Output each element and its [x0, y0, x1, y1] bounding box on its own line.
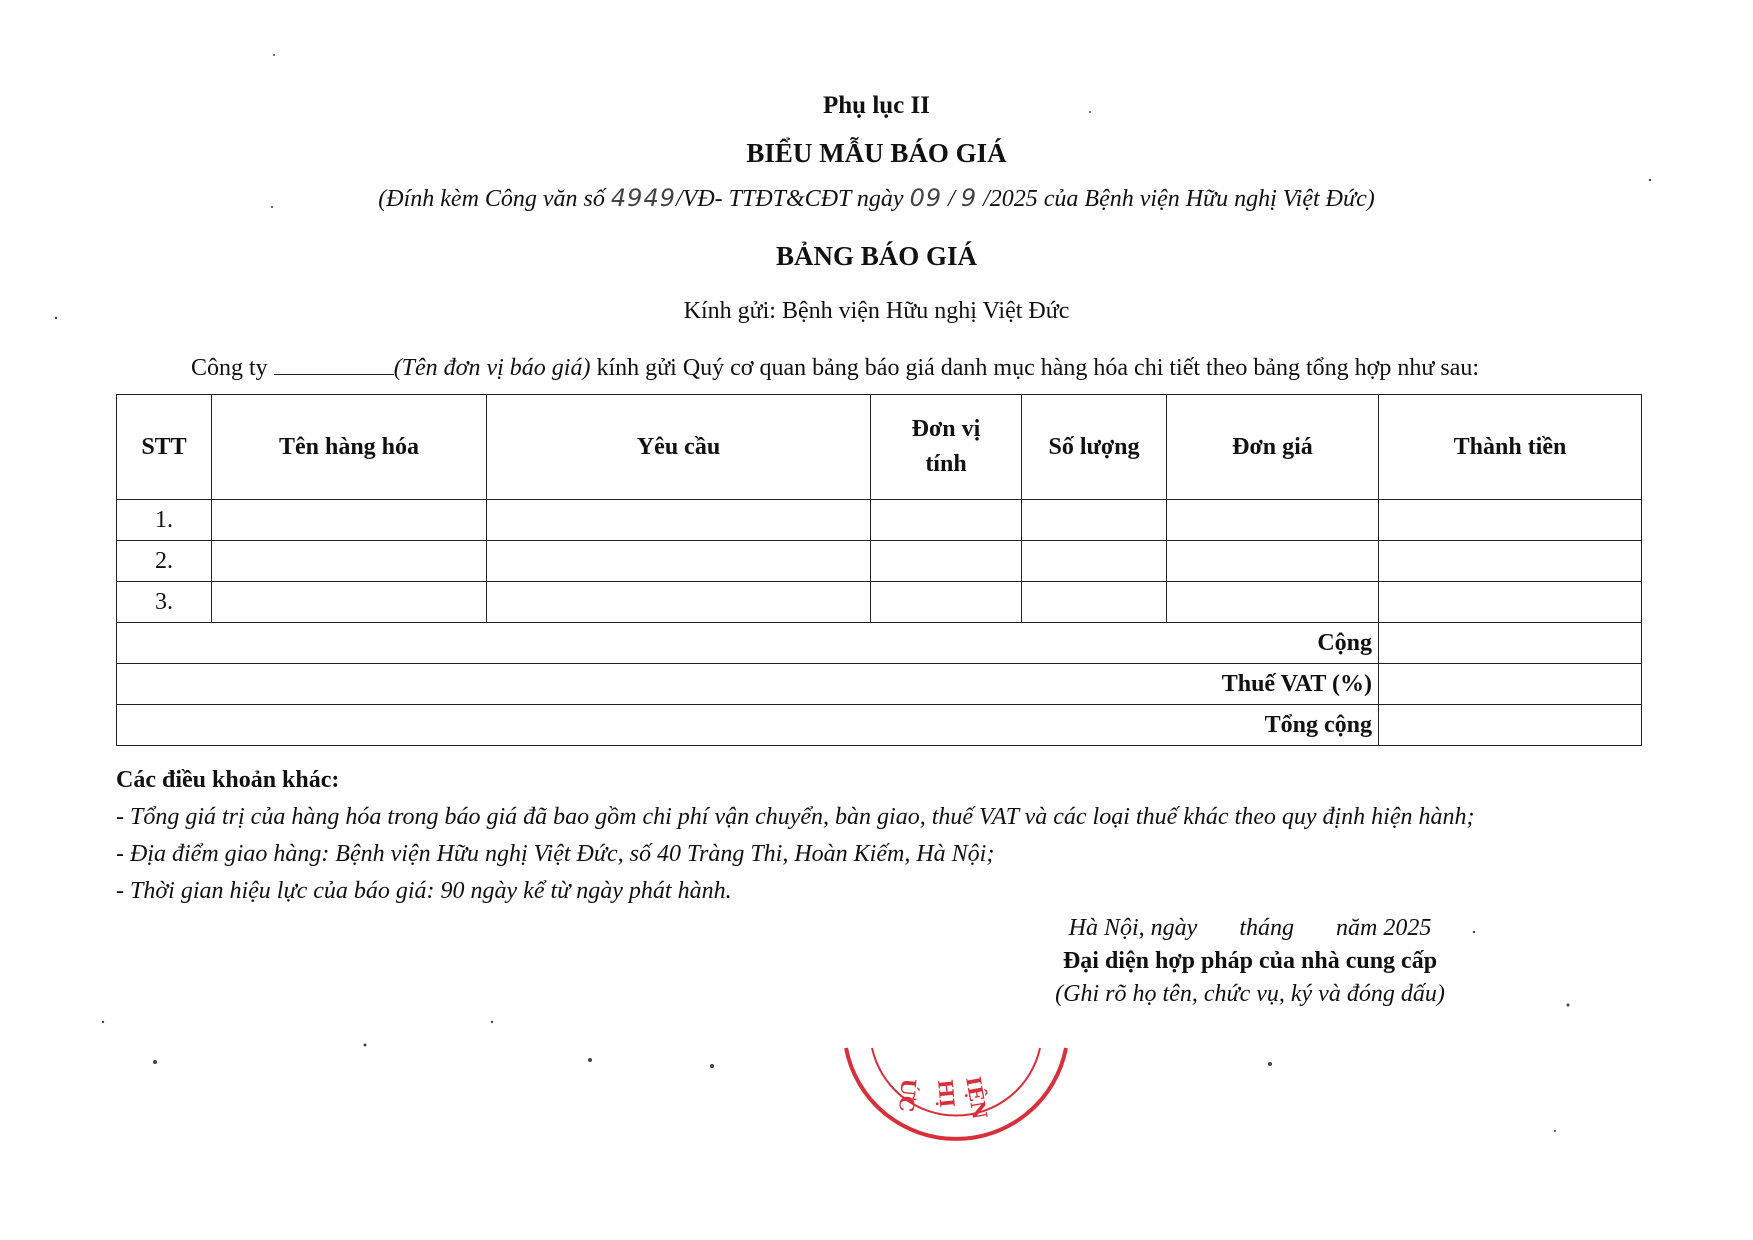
signature-note: (Ghi rõ họ tên, chức vụ, ký và đóng dấu) — [1055, 981, 1445, 1007]
red-stamp-icon — [838, 1040, 1078, 1160]
row-number: 3. — [117, 582, 212, 623]
cell-quantity[interactable] — [1022, 582, 1167, 623]
table-title: BẢNG BÁO GIÁ — [775, 241, 978, 271]
cell-requirement[interactable] — [487, 500, 871, 541]
vat-value[interactable] — [1379, 664, 1642, 705]
cell-unit[interactable] — [871, 541, 1022, 582]
row-number: 2. — [117, 541, 212, 582]
grand-total-value[interactable] — [1379, 705, 1642, 746]
vat-label: Thuế VAT (%) — [117, 664, 1379, 705]
cell-name[interactable] — [212, 541, 487, 582]
cell-unit[interactable] — [871, 500, 1022, 541]
ref-number: 4949 — [610, 184, 676, 212]
cell-unit-price[interactable] — [1167, 582, 1379, 623]
signature-representative: Đại diện hợp pháp của nhà cung cấp — [1062, 948, 1438, 974]
cell-unit[interactable] — [871, 582, 1022, 623]
table-header-row — [117, 395, 1642, 500]
header-unit-line1: Đơn vị — [911, 416, 981, 443]
other-terms — [116, 762, 1474, 910]
ref-day: 09 — [909, 184, 943, 212]
header-unit-line2: tính — [925, 451, 967, 477]
cell-unit-price[interactable] — [1167, 541, 1379, 582]
cell-quantity[interactable] — [1022, 500, 1167, 541]
header-unit — [871, 395, 1022, 500]
reference-line: (Đính kèm Công văn số 4949/VĐ- TTĐT&CĐT ngày 09 / 9 /2025 của Bệnh viện Hữu nghị Việt Đức) — [378, 184, 1375, 212]
ref-part3: /2025 của Bệnh viện Hữu nghị Việt Đức) — [983, 186, 1375, 212]
greeting: Kính gửi: Bệnh viện Hữu nghị Việt Đức — [683, 298, 1070, 324]
cell-name[interactable] — [212, 582, 487, 623]
intro-text: kính gửi Quý cơ quan bảng báo giá danh mục hàng hóa chi tiết theo bảng tổng hợp như sau: — [590, 355, 1480, 381]
stamp-text-1: IỆN — [961, 1074, 993, 1122]
subtotal-label: Cộng — [117, 623, 1379, 664]
signature-block — [1010, 912, 1490, 1011]
subtotal-value[interactable] — [1379, 623, 1642, 664]
header-stt: STT — [117, 395, 212, 500]
subtotal-row — [117, 623, 1642, 664]
row-number: 1. — [117, 500, 212, 541]
cell-requirement[interactable] — [487, 582, 871, 623]
cell-name[interactable] — [212, 500, 487, 541]
terms-item: - Thời gian hiệu lực của báo giá: 90 ngày kể từ ngày phát hành. — [116, 878, 732, 904]
header-unit-price: Đơn giá — [1167, 395, 1379, 500]
cell-unit-price[interactable] — [1167, 500, 1379, 541]
header-quantity: Số lượng — [1022, 395, 1167, 500]
table-row — [117, 582, 1642, 623]
ref-month: 9 — [960, 184, 978, 212]
table-row — [117, 541, 1642, 582]
quote-table — [116, 394, 1642, 746]
header-total: Thành tiền — [1379, 395, 1642, 500]
terms-item: - Tổng giá trị của hàng hóa trong báo giá đã bao gồm chi phí vận chuyển, bàn giao, thuế VAT và các loại thuế khác theo quy định hiện hành; — [116, 804, 1475, 830]
stamp-text-2: HỊ — [933, 1078, 960, 1109]
company-label: Công ty — [191, 355, 268, 381]
header-requirement: Yêu cầu — [487, 395, 871, 500]
appendix-title: Phụ lục II — [823, 92, 930, 119]
cell-total[interactable] — [1379, 582, 1642, 623]
intro-paragraph — [191, 355, 1479, 382]
vat-row — [117, 664, 1642, 705]
grand-total-label: Tổng cộng — [117, 705, 1379, 746]
signature-date-line: Hà Nội, ngày tháng năm 2025 — [1068, 915, 1432, 941]
cell-requirement[interactable] — [487, 541, 871, 582]
grand-total-row — [117, 705, 1642, 746]
terms-heading: Các điều khoản khác: — [116, 767, 340, 793]
table-row — [117, 500, 1642, 541]
header-name: Tên hàng hóa — [212, 395, 487, 500]
cell-total[interactable] — [1379, 541, 1642, 582]
cell-quantity[interactable] — [1022, 541, 1167, 582]
company-blank — [274, 356, 394, 375]
cell-total[interactable] — [1379, 500, 1642, 541]
company-placeholder: (Tên đơn vị báo giá) — [393, 355, 591, 381]
form-title: BIỂU MẪU BÁO GIÁ — [746, 138, 1007, 168]
terms-item: - Địa điểm giao hàng: Bệnh viện Hữu nghị Việt Đức, số 40 Tràng Thi, Hoàn Kiếm, Hà Nội; — [116, 841, 995, 867]
ref-part2: /VĐ- TTĐT&CĐT ngày — [675, 186, 904, 212]
stamp-text-3: ỨC — [894, 1077, 921, 1113]
ref-part1: (Đính kèm Công văn số — [378, 186, 605, 212]
